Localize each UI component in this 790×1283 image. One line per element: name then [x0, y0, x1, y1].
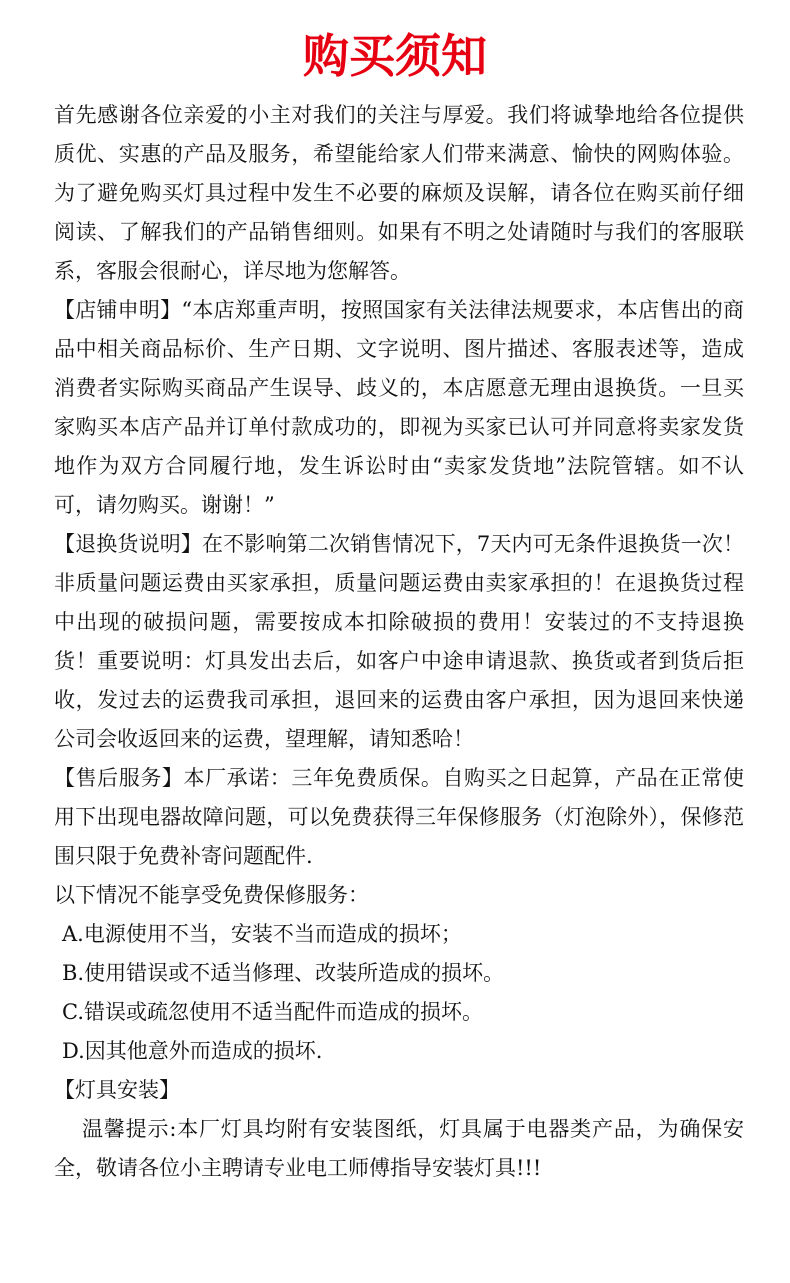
- notice-content: [54, 96, 744, 1188]
- exclusion-item: C.错误或疏忽使用不适当配件而造成的损坏。: [62, 1000, 483, 1024]
- return-policy-paragraph: 【退换货说明】在不影响第二次销售情况下，7天内可无条件退换货一次！非质量问题运费由买家承担，质量问题运费由卖家承担的！在退换货过程中出现的破损问题，需要按成本扣除破损的费用！安装过的不支持退换货！重要说明：灯具发出去后，如客户中途申请退款、换货或者到货后拒收，发过去的运费我司承担，退回来的运费由客户承担，因为退回来快递公司会收返回来的运费，望理解，请知悉哈！: [54, 532, 744, 751]
- page-title: 购买须知: [303, 29, 487, 83]
- exclusion-item: A.电源使用不当，安装不当而造成的损坏；: [62, 922, 462, 946]
- intro-paragraph: 首先感谢各位亲爱的小主对我们的关注与厚爱。我们将诚挚地给各位提供质优、实惠的产品及服务，希望能给家人们带来满意、愉快的网购体验。为了避免购买灯具过程中发生不必要的麻烦及误解，请各位在购买前仔细阅读、了解我们的产品销售细则。如果有不明之处请随时与我们的客服联系，客服会很耐心，详尽地为您解答。: [54, 103, 744, 283]
- exclusions-heading: 以下情况不能享受免费保修服务：: [54, 883, 369, 907]
- installation-heading: 【灯具安装】: [54, 1078, 180, 1102]
- exclusion-item: B.使用错误或不适当修理、改装所造成的损坏。: [62, 961, 505, 985]
- exclusion-item: D.因其他意外而造成的损坏.: [62, 1039, 323, 1063]
- installation-tip-paragraph: 温馨提示:本厂灯具均附有安装图纸，灯具属于电器类产品，为确保安全，敬请各位小主聘请专业电工师傅指导安装灯具!!!: [54, 1117, 744, 1180]
- store-statement-paragraph: 【店铺申明】“本店郑重声明，按照国家有关法律法规要求，本店售出的商品中相关商品标价、生产日期、文字说明、图片描述、客服表述等，造成消费者实际购买商品产生误导、歧义的，本店愿意无理由退换货。一旦买家购买本店产品并订单付款成功的，即视为买家已认可并同意将卖家发货地作为双方合同履行地，发生诉讼时由“卖家发货地”法院管辖。如不认可，请勿购买。谢谢！”: [54, 298, 744, 517]
- after-sales-paragraph: 【售后服务】本厂承诺：三年免费质保。自购买之日起算，产品在正常使用下出现电器故障问题，可以免费获得三年保修服务（灯泡除外），保修范围只限于免费补寄问题配件.: [54, 766, 744, 868]
